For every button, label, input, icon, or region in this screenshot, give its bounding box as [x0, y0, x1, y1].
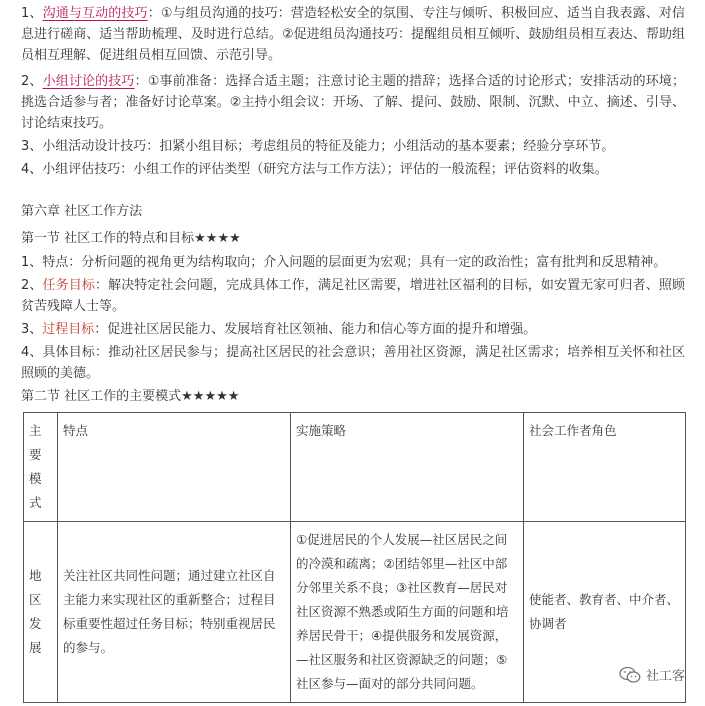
chapter-title: 第六章 社区工作方法: [21, 204, 143, 219]
goal-item-task: 2、任务目标：解决特定社会问题，完成具体工作，满足社区需要，增进社区福利的目标，如安置无家可归者、照顾贫苦残障人士等。: [21, 278, 685, 314]
watermark-text: 社工客: [645, 669, 685, 684]
goal-item-process: 3、过程目标：促进社区居民能力、发展培育社区领袖、能力和信心等方面的提升和增强。: [21, 322, 537, 337]
term-task-goal: 任务目标: [42, 278, 95, 293]
goal-item-features: 1、特点：分析问题的视角更为结构取向；介入问题的层面更为宏观；具有一定的政治性；富有批判和反思精神。: [21, 255, 667, 270]
section-title-1: 第一节 社区工作的特点和目标★★★★: [21, 231, 241, 246]
term-process-goal: 过程目标: [42, 322, 95, 337]
cell-mode: 地区发展: [24, 522, 58, 703]
goal-item-specific: 4、具体目标：推动社区居民参与；提高社区居民的社会意识；善用社区资源，满足社区需求；培养相互关怀和社区照顾的美德。: [21, 345, 685, 381]
header-features: 特点: [58, 413, 291, 522]
term-link-communication[interactable]: 沟通与互动的技巧: [42, 6, 148, 21]
item-group-discussion: 2、小组讨论的技巧：①事前准备：选择合适主题；注意讨论主题的措辞；选择合适的讨论形式；安排活动的环境；挑选合适参与者；准备好讨论草案。②主持小组会议：开场、了解、提问、鼓励、限制、沉默、中立、摘述、引导、讨论结束技巧。: [21, 74, 685, 131]
watermark: [619, 665, 685, 684]
item-communication: 1、沟通与互动的技巧：①与组员沟通的技巧：营造轻松安全的氛围、专注与倾听、积极回应、适当自我表露、对信息进行磋商、适当帮助梳理、及时进行总结。②促进组员沟通技巧：提醒组员相互倾听、鼓励组员相互表达、帮助组员相互理解、促进组员相互回馈、示范引导。: [21, 6, 685, 63]
table-row: [24, 522, 686, 703]
cell-roles: 使能者、教育者、中介者、协调者: [524, 522, 686, 703]
community-work-models-table: [23, 412, 686, 703]
table-header-row: [24, 413, 686, 522]
header-roles: 社会工作者角色: [524, 413, 686, 522]
wechat-icon: [619, 666, 641, 684]
cell-features: 关注社区共同性问题；通过建立社区自主能力来实现社区的重新整合；过程目标重要性超过任务目标；特别重视居民的参与。: [58, 522, 291, 703]
header-mode: 主要模式: [24, 413, 58, 522]
item-evaluation: 4、小组评估技巧：小组工作的评估类型（研究方法与工作方法）；评估的一般流程；评估资料的收集。: [21, 162, 608, 177]
document-body: [21, 0, 685, 407]
term-link-group-discussion[interactable]: 小组讨论的技巧: [42, 74, 135, 89]
cell-strategy: ①促进居民的个人发展—社区居民之间的冷漠和疏离；②团结邻里—社区中部分邻里关系不良；③社区教育—居民对社区资源不熟悉或陌生方面的问题和培养居民骨干；④提供服务和发展资源，—社区服务和社区资源缺乏的问题；⑤社区参与—面对的部分共同问题。: [291, 522, 524, 703]
section-title-2: 第二节 社区工作的主要模式★★★★★: [21, 389, 240, 404]
header-strategy: 实施策略: [291, 413, 524, 522]
item-activity-design: 3、小组活动设计技巧：扣紧小组目标；考虑组员的特征及能力；小组活动的基本要素；经验分享环节。: [21, 139, 615, 154]
